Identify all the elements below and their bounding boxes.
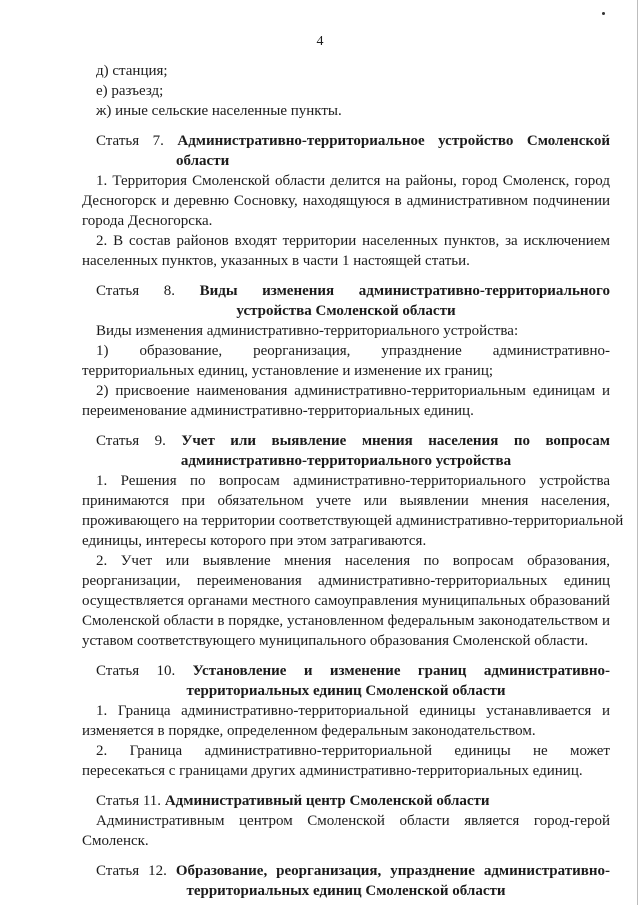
article-7-title-cont: области [176, 153, 230, 169]
paragraph-line: Виды изменения административно-территориального устройства: [96, 323, 519, 339]
list-item: е) разъезд; [96, 83, 164, 99]
paragraph-line: Смоленской области в порядке, установленном федеральным законодательством и [82, 613, 610, 629]
article-8-title-cont: устройства Смоленской области [236, 303, 456, 319]
paragraph-line: осуществляется органами местного самоуправления муниципальных образований [82, 593, 610, 609]
scan-speck [602, 12, 605, 15]
article-7-heading [96, 131, 610, 151]
paragraph-line: Десногорск и деревню Сосновку, находящуюся в административном подчинении [82, 193, 610, 209]
article-12-heading [96, 861, 610, 881]
paragraph-line: 1. Решения по вопросам административно-территориального устройства [96, 473, 610, 489]
paragraph-line: 1. Территория Смоленской области делится на районы, город Смоленск, город [96, 173, 610, 189]
paragraph-line: 1. Граница административно-территориальной единицы устанавливается и [96, 703, 610, 719]
article-9-title: Учет или выявление мнения населения по вопросам [181, 433, 610, 449]
article-11-heading [96, 791, 610, 811]
paragraph-line: изменяется в порядке, определенном федеральным законодательством. [82, 723, 536, 739]
paragraph-line: проживающего на территории соответствующей административно-территориальной [82, 513, 624, 529]
paragraph-line: переименование административно-территориальных единиц. [82, 403, 474, 419]
article-12-title: Образование, реорганизация, упразднение административно- [175, 863, 610, 879]
paragraph-line: единицы, интересы которого при этом затрагиваются. [82, 533, 427, 549]
article-7-word: Статья 7. [96, 133, 164, 149]
paragraph-line: уставом соответствующего муниципального образования Смоленской области. [82, 633, 589, 649]
paragraph-line: реорганизации, переименования административно-территориальных единиц [82, 573, 610, 589]
paragraph-line: 2. В состав районов входят территории населенных пунктов, за исключением [96, 233, 610, 249]
article-12-word: Статья 12. [96, 863, 167, 879]
article-11-word: Статья 11. [96, 793, 162, 809]
article-9-word: Статья 9. [96, 433, 166, 449]
paragraph-line: территориальных единиц, установление и изменение их границ; [82, 363, 494, 379]
article-8-word: Статья 8. [96, 283, 175, 299]
paragraph-line: Административным центром Смоленской области является город-герой [96, 813, 610, 829]
article-10-title-cont: территориальных единиц Смоленской области [186, 683, 506, 699]
article-10-word: Статья 10. [96, 663, 176, 679]
list-item: д) станция; [96, 63, 168, 79]
article-8-title: Виды изменения административно-территориального [199, 283, 610, 299]
paragraph-line: города Десногорска. [82, 213, 213, 229]
article-7-title: Административно-территориальное устройство Смоленской [177, 133, 610, 149]
paragraph-line: 2. Граница административно-территориальной единицы не может [96, 743, 610, 759]
article-10-heading [96, 661, 610, 681]
paragraph-line: населенных пунктов, указанных в части 1 настоящей статьи. [82, 253, 470, 269]
paragraph-line: 2. Учет или выявление мнения населения по вопросам образования, [96, 553, 610, 569]
page-number: 4 [316, 34, 324, 49]
article-12-title-cont: территориальных единиц Смоленской области [186, 883, 506, 899]
page-edge [637, 0, 638, 905]
article-9-heading [96, 431, 610, 451]
paragraph-line: Смоленск. [82, 833, 149, 849]
list-item: ж) иные сельские населенные пункты. [96, 103, 342, 119]
article-10-title: Установление и изменение границ административно- [192, 663, 610, 679]
article-9-title-cont: административно-территориального устройства [180, 453, 512, 469]
paragraph-line: 1) образование, реорганизация, упразднение административно- [96, 343, 610, 359]
paragraph-line: пересекаться с границами других административно-территориальных единиц. [82, 763, 583, 779]
article-8-heading [96, 281, 610, 301]
article-11-title: Административный центр Смоленской области [164, 793, 490, 809]
paragraph-line: 2) присвоение наименования административно-территориальным единицам и [96, 383, 610, 399]
paragraph-line: принимаются при обязательном учете или выявлении мнения населения, [82, 493, 610, 509]
